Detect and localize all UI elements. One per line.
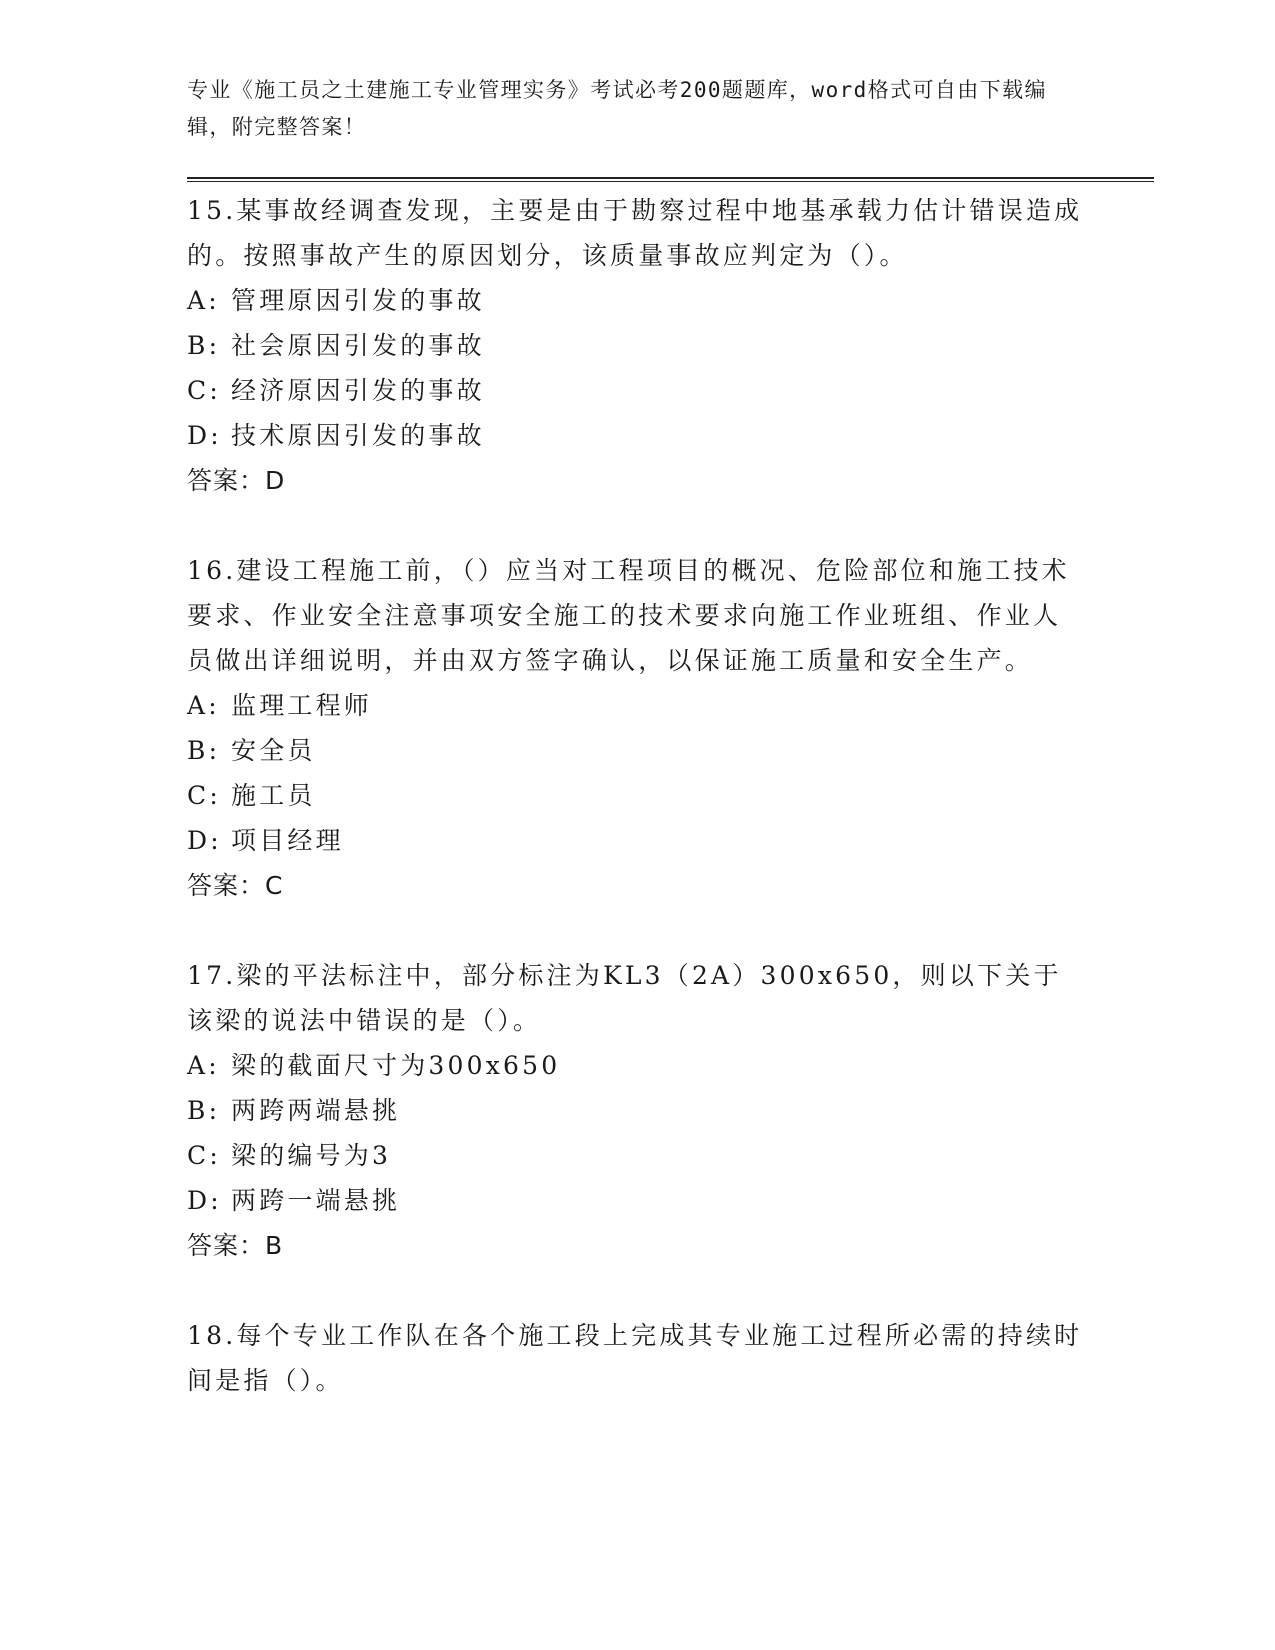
option-a — [187, 1043, 1087, 1088]
option-key: D: — [187, 1186, 222, 1215]
option-b — [187, 323, 1087, 368]
option-key: C: — [187, 1141, 221, 1170]
option-text: 两跨一端悬挑 — [231, 1186, 401, 1215]
question-16 — [187, 548, 1087, 908]
option-text: 经济原因引发的事故 — [231, 376, 485, 405]
option-text: 项目经理 — [231, 826, 344, 855]
option-text: 管理原因引发的事故 — [231, 286, 485, 315]
option-c — [187, 773, 1087, 818]
option-key: C: — [187, 781, 221, 810]
option-text: 施工员 — [231, 781, 316, 810]
question-15 — [187, 188, 1087, 503]
header-intro-text: 专业《施工员之土建施工专业管理实务》考试必考200题题库，word格式可自由下载编辑，附完整答案！ — [187, 78, 1047, 139]
option-text: 社会原因引发的事故 — [231, 331, 485, 360]
option-b — [187, 1088, 1087, 1133]
question-17 — [187, 953, 1087, 1268]
answer-line: 答案：D — [187, 466, 286, 495]
option-key: A: — [187, 1051, 220, 1080]
option-a — [187, 278, 1087, 323]
question-18 — [187, 1313, 1087, 1403]
answer-line: 答案：B — [187, 1231, 284, 1260]
option-text: 安全员 — [231, 736, 316, 765]
option-key: B: — [187, 1096, 221, 1125]
option-key: B: — [187, 331, 221, 360]
option-d — [187, 1178, 1087, 1223]
question-stem: 18.每个专业工作队在各个施工段上完成其专业施工过程所必需的持续时间是指（）。 — [187, 1321, 1083, 1395]
option-b — [187, 728, 1087, 773]
option-text: 梁的编号为3 — [231, 1141, 392, 1170]
option-key: B: — [187, 736, 221, 765]
question-stem: 15.某事故经调查发现，主要是由于勘察过程中地基承载力估计错误造成的。按照事故产生的原因划分，该质量事故应判定为（）。 — [187, 196, 1083, 270]
question-list — [187, 188, 1087, 1448]
option-key: D: — [187, 826, 222, 855]
question-stem: 17.梁的平法标注中，部分标注为KL3（2A）300x650，则以下关于该梁的说法中错误的是（）。 — [187, 961, 1062, 1035]
option-a — [187, 683, 1087, 728]
option-key: A: — [187, 286, 220, 315]
header-divider — [187, 177, 1154, 182]
question-stem: 16.建设工程施工前，（）应当对工程项目的概况、危险部位和施工技术要求、作业安全注意事项安全施工的技术要求向施工作业班组、作业人员做出详细说明，并由双方签字确认，以保证施工质量和安全生产。 — [187, 556, 1070, 675]
option-text: 两跨两端悬挑 — [231, 1096, 401, 1125]
option-c — [187, 1133, 1087, 1178]
option-key: D: — [187, 421, 222, 450]
document-header — [187, 72, 1067, 146]
option-text: 梁的截面尺寸为300x650 — [231, 1051, 561, 1080]
option-text: 技术原因引发的事故 — [231, 421, 485, 450]
option-text: 监理工程师 — [231, 691, 373, 720]
option-d — [187, 413, 1087, 458]
answer-line: 答案：C — [187, 871, 284, 900]
option-key: C: — [187, 376, 221, 405]
option-key: A: — [187, 691, 220, 720]
option-c — [187, 368, 1087, 413]
option-d — [187, 818, 1087, 863]
